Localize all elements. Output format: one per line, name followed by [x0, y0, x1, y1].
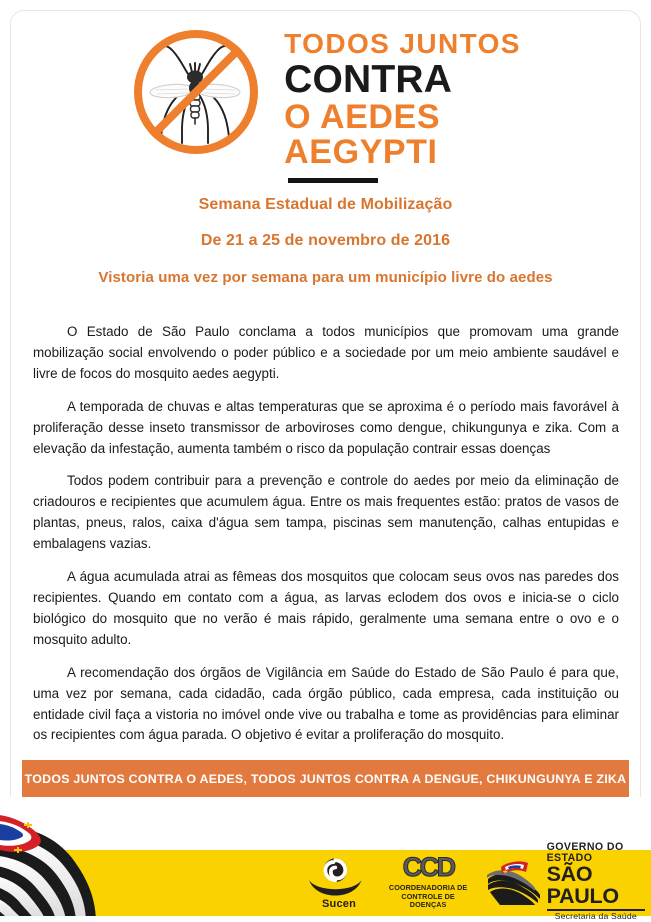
government-logo-line-1: GOVERNO DO ESTADO [546, 841, 624, 865]
sao-paulo-flag-icon [0, 806, 148, 916]
wordmark-line-contra: CONTRA [284, 58, 453, 101]
sucen-logo-label: Sucen [321, 898, 356, 910]
campaign-banner-text: TODOS JUNTOS CONTRA O AEDES, TODOS JUNTOS CONTRA A DENGUE, CHIKUNGUNYA E ZIKA [24, 771, 627, 786]
body-paragraph: Todos podem contribuir para a prevenção e controle do aedes por meio da eliminação de criadouros e recipientes que acumulem água. Entre os mais frequentes estão: pratos de vasos de plantas, pneus, ralos, caixa d'água sem tampa, piscinas sem manutenção, calhas entupidas e embalagens vazias. [33, 473, 619, 552]
wordmark-underline-rule [288, 178, 378, 183]
campaign-wordmark [284, 22, 521, 183]
body-paragraph: A temporada de chuvas e altas temperaturas que se aproxima é o período mais favorável à proliferação desse inseto transmissor de arboviroses como dengue, chikungunya e zika. Com a elevação da infestação, aumenta também o risco da população contrair essas doenças [33, 398, 619, 456]
sucen-logo [300, 853, 371, 911]
government-logo-text [547, 842, 645, 922]
no-mosquito-icon [130, 26, 262, 158]
footer-logo-row [300, 841, 645, 922]
poster-header [0, 22, 651, 172]
subtitle-call-to-action: Vistoria uma vez por semana para um município livre do aedes [98, 269, 553, 286]
campaign-banner [22, 760, 629, 797]
ccd-logo [385, 853, 472, 911]
sao-paulo-flag-waves-icon [486, 859, 542, 905]
body-paragraph: A água acumulada atrai as fêmeas dos mosquitos que colocam seus ovos nas paredes dos recipientes. Quando em contato com a água, as larvas eclodem dos ovos e inicia-se o ciclo biológico do mosquito que no verão é mais rápido, geralmente uma semana entre o ovo e o mosquito adulto. [33, 569, 619, 647]
government-logo [486, 841, 645, 922]
ccd-logo-subtitle [385, 884, 472, 910]
government-logo-line-3: Secretaria da Saúde [554, 911, 637, 922]
subtitle-week-label: Semana Estadual de Mobilização [198, 196, 453, 213]
government-logo-line-2: SÃO PAULO [546, 862, 619, 909]
wordmark-line-aegypti: AEGYPTI [284, 133, 438, 171]
body-paragraph: A recomendação dos órgãos de Vigilância em Saúde do Estado de São Paulo é para que, uma vez por semana, cada cidadão, cada órgão público, cada empresa, cada instituição ou entidade civil faça a vistoria no imóvel onde vive ou trabalha e tome as providências para eliminar os recipientes com água parada. O objetivo é evitar a proliferação do mosquito. [33, 664, 619, 743]
wordmark-line-todos-juntos: TODOS JUNTOS [284, 28, 521, 59]
subtitle-dates: De 21 a 25 de novembro de 2016 [200, 232, 451, 249]
wordmark-line-o-aedes: O AEDES [284, 98, 441, 136]
body-copy [33, 322, 619, 746]
body-paragraph: O Estado de São Paulo conclama a todos municípios que promovam uma grande mobilização social envolvendo o poder público e a sociedade por um meio ambiente saudável e livre de focos do mosquito aedes aegypti. [33, 324, 619, 381]
subtitle-block [0, 196, 651, 286]
ccd-logo-mark: CCD [402, 851, 454, 882]
ccd-subtitle-line-1: COORDENADORIA DE [388, 882, 468, 892]
ccd-subtitle-line-2: CONTROLE DE DOENÇAS [401, 891, 455, 910]
